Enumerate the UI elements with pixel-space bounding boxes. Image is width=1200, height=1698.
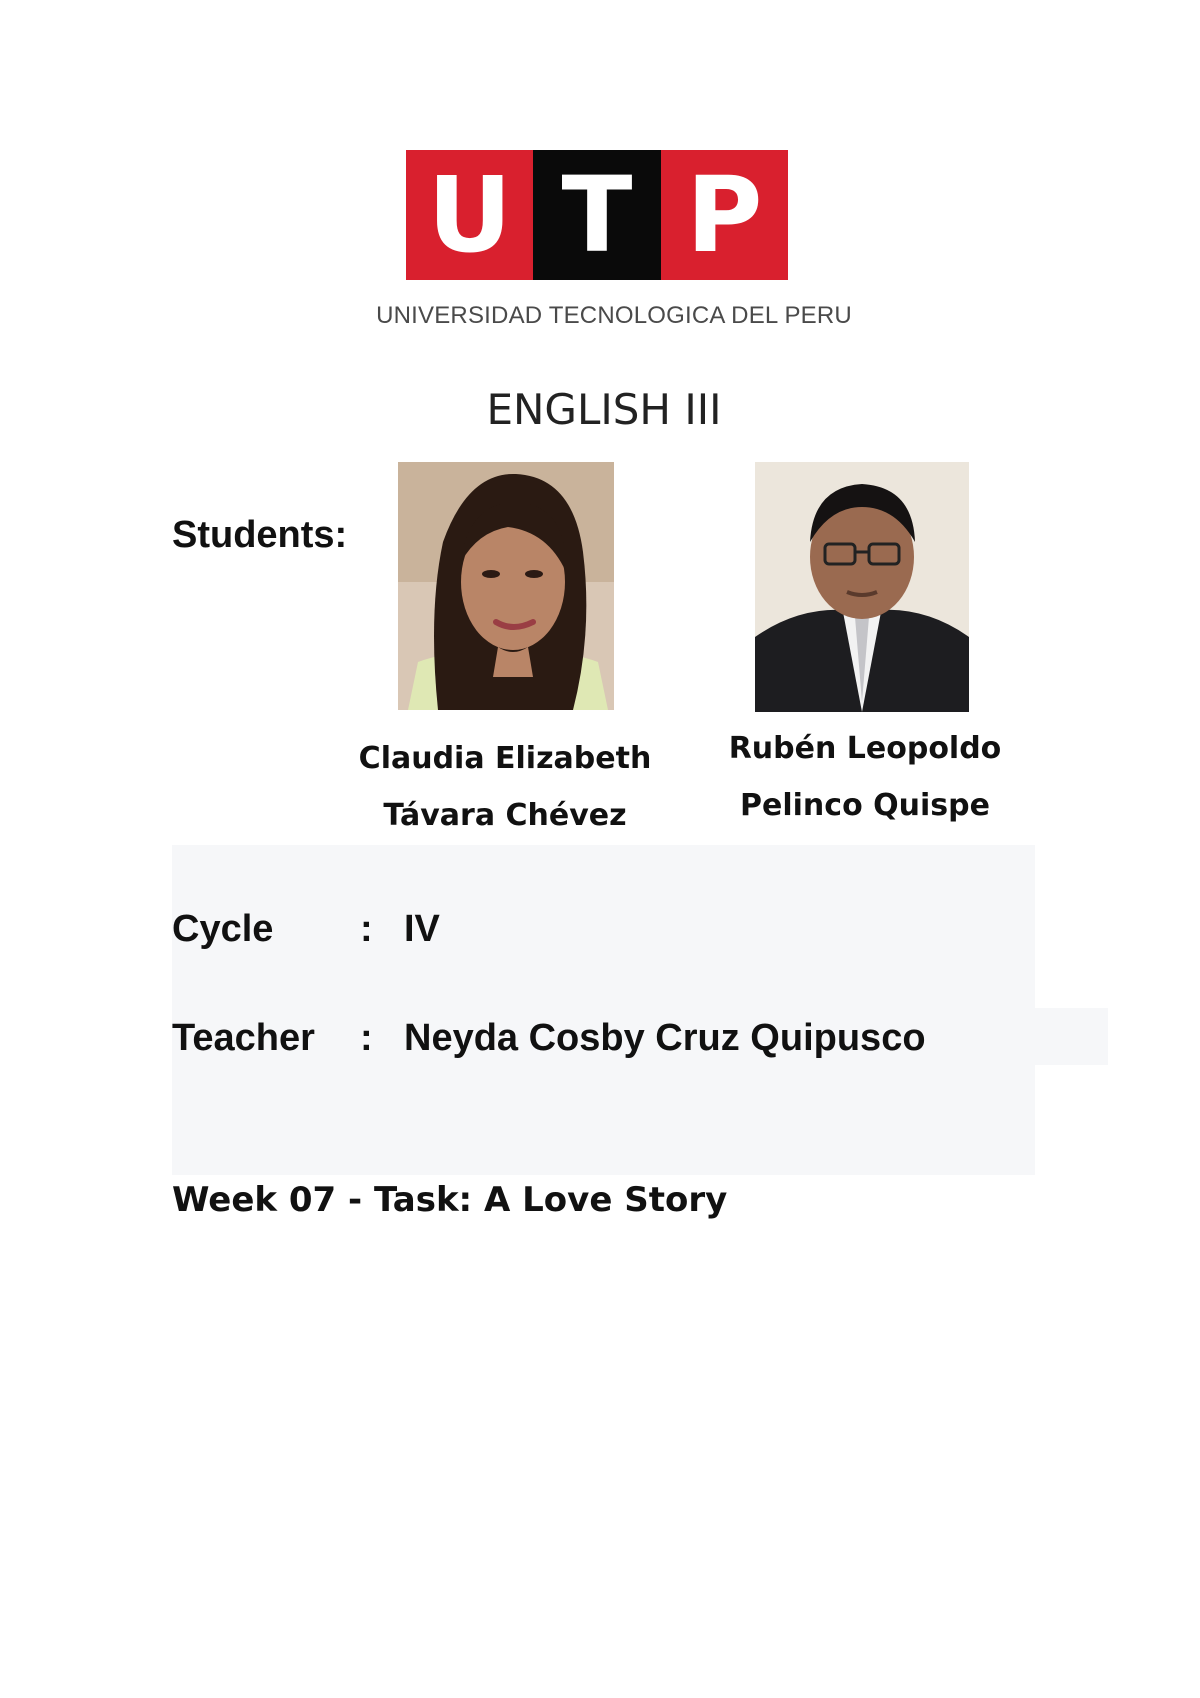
student-name-2-line2: Pelinco Quispe [740,788,990,823]
logo-letter-t: T [533,150,660,280]
course-title: ENGLISH III [486,385,722,434]
students-label: Students: [172,514,348,556]
task-title: Week 07 - Task: A Love Story [172,1180,728,1220]
cycle-label: Cycle [172,908,274,950]
teacher-row [172,1017,926,1060]
cycle-separator: : [360,908,373,950]
info-panel-extension [1035,1008,1108,1065]
cycle-value: IV [404,908,440,950]
student-name-1 [340,730,670,844]
cycle-row [172,908,440,951]
student-name-1-line1: Claudia Elizabeth [358,741,652,776]
student-photo-man [755,462,969,712]
logo-letter-u: U [406,150,533,280]
teacher-label: Teacher [172,1017,315,1059]
student-photo-woman [398,462,614,710]
info-panel [172,845,1035,1175]
student-name-1-line2: Távara Chévez [383,798,627,833]
teacher-value: Neyda Cosby Cruz Quipusco [404,1017,926,1059]
university-name: UNIVERSIDAD TECNOLOGICA DEL PERU [376,302,852,329]
logo-letter-p: P [661,150,788,280]
student-name-2-line1: Rubén Leopoldo [728,731,1002,766]
utp-logo [406,150,788,280]
student-name-2 [700,720,1030,834]
teacher-separator: : [360,1017,373,1059]
